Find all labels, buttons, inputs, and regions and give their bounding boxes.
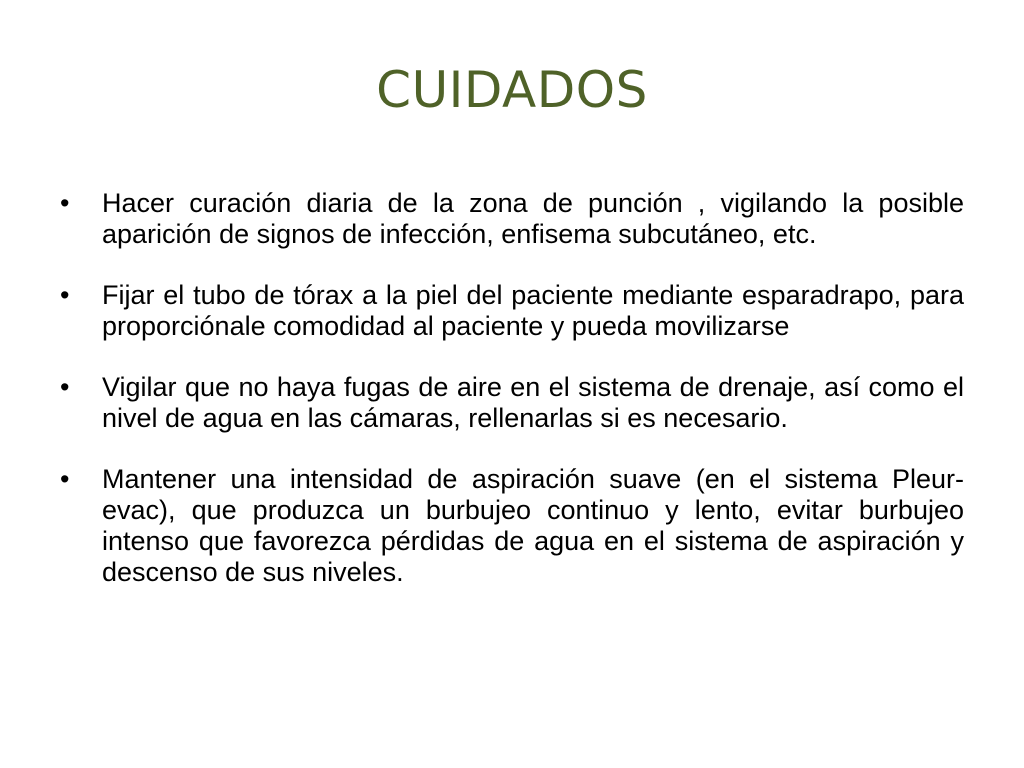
bullet-item [60,280,964,342]
bullet-text: Vigilar que no haya fugas de aire en el sistema de drenaje, así como el nivel de agua en las cámaras, rellenarlas si es necesario. [102,372,964,433]
bullet-icon: • [60,464,70,494]
bullet-icon: • [60,372,70,402]
bullet-text: Hacer curación diaria de la zona de punción , vigilando la posible aparición de signos de infección, enfisema subcutáneo, etc. [102,188,964,249]
bullet-list [60,188,964,588]
bullet-text: Fijar el tubo de tórax a la piel del paciente mediante esparadrapo, para proporciónale comodidad al paciente y pueda movilizarse [102,280,964,341]
bullet-item [60,464,964,588]
bullet-text: Mantener una intensidad de aspiración suave (en el sistema Pleur-evac), que produzca un burbujeo continuo y lento, evitar burbujeo intenso que favorezca pérdidas de agua en el sistema de aspiración y descenso de sus niveles. [102,464,964,587]
bullet-icon: • [60,188,70,218]
bullet-item [60,372,964,434]
slide-title: CUIDADOS [376,61,648,119]
bullet-icon: • [60,280,70,310]
bullet-item [60,188,964,250]
